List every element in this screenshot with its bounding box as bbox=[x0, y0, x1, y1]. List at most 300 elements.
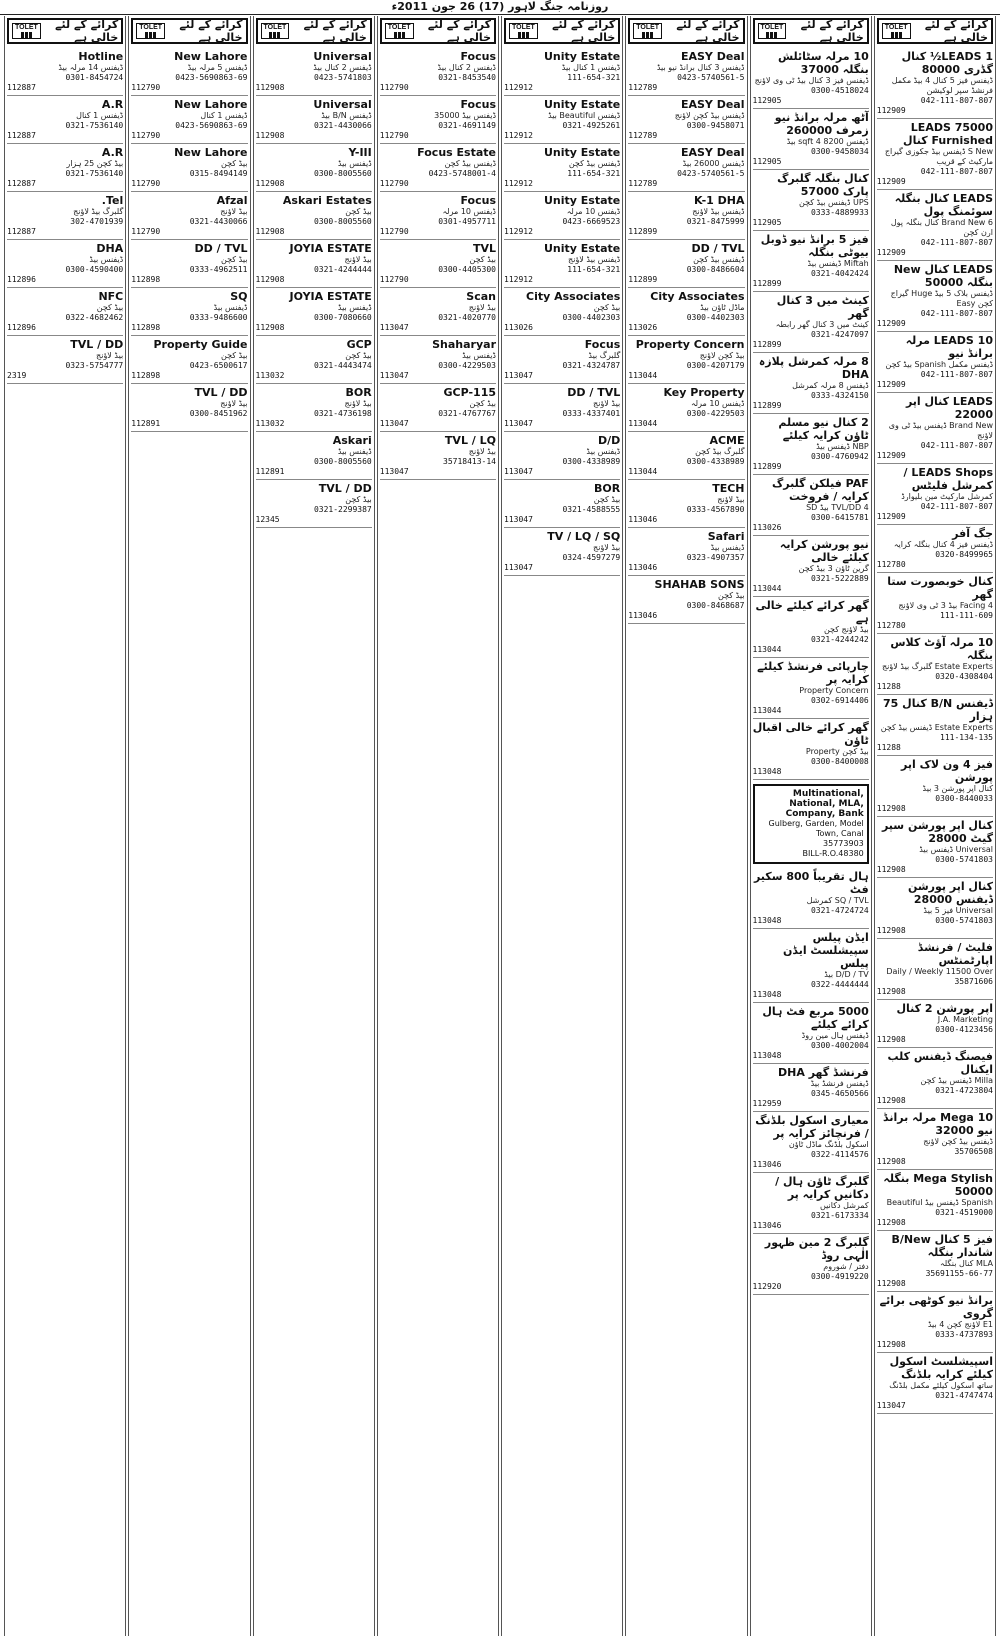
ad-body: Milla ڈیفنس بیڈ کچن bbox=[920, 1076, 993, 1085]
ad-headline: فیز 4 ون لاک اپر پورشن bbox=[901, 758, 993, 784]
ad-code: 113048 bbox=[752, 916, 782, 925]
ad-body: بیڈ کچن bbox=[221, 255, 248, 264]
ad-column bbox=[128, 16, 250, 1636]
ad-body: ڈیفنس بیڈ bbox=[462, 351, 496, 360]
ad-headline: LEADS کنال New بنگلہ 50000 bbox=[893, 263, 993, 289]
classified-ad bbox=[628, 96, 744, 144]
ad-phone: 0321-4925261 bbox=[562, 121, 621, 130]
ad-headline: Unity Estate bbox=[543, 194, 621, 207]
ad-code: 112887 bbox=[7, 227, 36, 236]
section-title: کرائے کے لئے خالی ہے bbox=[303, 18, 367, 44]
ad-body: ڈیفنس 8200 sqft 4 بیڈ bbox=[786, 137, 869, 146]
classified-ad bbox=[256, 48, 372, 96]
ad-phone: 0320-8499965 bbox=[935, 550, 993, 559]
ad-code: 113044 bbox=[752, 706, 782, 715]
ad-code: 112780 bbox=[876, 560, 906, 569]
ad-body: Daily / Weekly 11500 Over bbox=[886, 967, 993, 976]
ad-phone: 0300-4405300 bbox=[438, 265, 496, 274]
classified-ad bbox=[7, 288, 123, 336]
box-phone: 35773903 bbox=[823, 839, 864, 848]
ad-headline: TVL / DD bbox=[194, 386, 248, 399]
ad-body: ڈیفنس فرنشڈ بیڈ bbox=[810, 1079, 869, 1088]
ad-phone: 0300-8400008 bbox=[810, 757, 869, 766]
ad-code: 112887 bbox=[7, 83, 36, 92]
ad-headline: گھر کرائے خالی اقبال ٹاؤن bbox=[752, 721, 869, 747]
ad-code: 113047 bbox=[379, 419, 409, 428]
ad-phone: 0321-5222889 bbox=[810, 574, 869, 583]
classified-ad bbox=[131, 336, 247, 384]
ad-code: 11288 bbox=[876, 743, 901, 752]
ad-body: ڈیفنس مکمل Spanish بیڈ کچن bbox=[885, 360, 993, 369]
classified-ad bbox=[380, 288, 496, 336]
ad-headline: DD / TVL bbox=[567, 386, 621, 399]
column-header bbox=[628, 18, 744, 44]
ad-code: 112908 bbox=[876, 1340, 906, 1349]
classified-ad bbox=[877, 695, 993, 756]
classified-ad bbox=[877, 119, 993, 190]
ad-code: 113047 bbox=[504, 563, 533, 572]
classified-ad bbox=[256, 336, 372, 384]
tolet-label: TOLET bbox=[636, 24, 660, 31]
ad-phone: 0423-6500617 bbox=[189, 361, 248, 370]
ad-code: 113046 bbox=[752, 1221, 782, 1230]
ad-headline: Universal bbox=[313, 98, 372, 111]
ad-phone: 0323-4907357 bbox=[686, 553, 745, 562]
ad-phone: 0321-8475999 bbox=[686, 217, 745, 226]
ad-headline: Hotline bbox=[78, 50, 124, 63]
classified-ad bbox=[753, 414, 869, 475]
classified-ad bbox=[628, 576, 744, 624]
classified-ad bbox=[380, 192, 496, 240]
ad-phone: 0300-8468687 bbox=[686, 601, 745, 610]
classified-ad bbox=[504, 432, 620, 480]
ad-body: Universal فیز 5 بیڈ bbox=[923, 906, 993, 915]
tolet-icon bbox=[136, 23, 165, 39]
section-title: کرائے کے لئے خالی ہے bbox=[800, 18, 864, 44]
ad-headline: Scan bbox=[466, 290, 496, 303]
ad-body: گرین ٹاؤن 3 بیڈ کچن bbox=[798, 564, 869, 573]
ad-phone: 0301-8454724 bbox=[65, 73, 124, 82]
ad-phone: 0300-4402303 bbox=[562, 313, 621, 322]
ad-column bbox=[4, 16, 126, 1636]
ad-code: 113026 bbox=[628, 323, 658, 332]
ad-phone: 0321-4042424 bbox=[810, 269, 869, 278]
ad-headline: New Lahore bbox=[174, 98, 248, 111]
ad-phone: 0300-4338989 bbox=[686, 457, 745, 466]
tolet-icon bbox=[261, 23, 290, 39]
ad-body: ڈیفنس 1 کنال بیڈ bbox=[561, 63, 621, 72]
ad-headline: ایڈن پیلس سپیشلسٹ ایڈن پیلس bbox=[782, 931, 869, 970]
classified-ad bbox=[380, 384, 496, 432]
ad-headline: ACME bbox=[709, 434, 745, 447]
ad-phone: 0300-5741803 bbox=[935, 855, 993, 864]
ad-body: ڈیفنس 26000 بیڈ bbox=[682, 159, 745, 168]
ad-code: 113026 bbox=[752, 523, 782, 532]
column-header bbox=[7, 18, 123, 44]
ad-body: ڈیفنس 10 مرلہ bbox=[690, 399, 745, 408]
ad-headline: Y-III bbox=[348, 146, 372, 159]
section-title: کرائے کے لئے خالی ہے bbox=[676, 18, 740, 44]
ad-headline: Mega Stylish بنگلہ 50000 bbox=[883, 1172, 993, 1198]
ad-body: ڈیفنس بیڈ bbox=[337, 303, 372, 312]
classified-ad bbox=[877, 1000, 993, 1048]
ad-body: کمرشل مارکیٹ مین بلیوارڈ bbox=[901, 492, 993, 501]
ad-headline: گلبرگ ٹاؤن ہال / دکانیں کرایہ پر bbox=[775, 1175, 869, 1201]
ad-headline: LEADS Shops / کمرشل فلیٹس bbox=[903, 466, 993, 492]
ad-body: NBP ڈیفنس بیڈ bbox=[816, 442, 869, 451]
ad-phone: 042-111-807-807 bbox=[920, 96, 993, 105]
ad-phone: 0321-4519000 bbox=[935, 1208, 993, 1217]
ad-code: 112908 bbox=[876, 1157, 906, 1166]
ad-code: 112790 bbox=[131, 131, 161, 140]
ad-code: 113048 bbox=[752, 767, 782, 776]
ad-body: ڈیفنس 1 کنال bbox=[76, 111, 124, 120]
ad-code: 112905 bbox=[752, 96, 782, 105]
ad-headline: اسپیشلسٹ اسکول کیلئے کرایہ بلڈنگ bbox=[889, 1355, 993, 1381]
ad-headline: GCP bbox=[346, 338, 372, 351]
ad-body: ڈیفنس بیڈ لاؤنج bbox=[692, 207, 745, 216]
classified-ad bbox=[628, 384, 744, 432]
ad-body: بیڈ کچن bbox=[96, 303, 124, 312]
ad-code: 112780 bbox=[876, 621, 906, 630]
ad-body: ڈیفنس بلاک 5 بیڈ Huge گیراج کچن Easy bbox=[890, 289, 993, 308]
ad-headline: Tel. bbox=[101, 194, 124, 207]
ad-phone: 0315-8494149 bbox=[189, 169, 248, 178]
classified-ad bbox=[131, 240, 247, 288]
ad-phone: 0321-4747474 bbox=[935, 1391, 993, 1400]
classified-ad bbox=[7, 144, 123, 192]
ad-phone: 0321-2299387 bbox=[313, 505, 372, 514]
ad-phone: 0321-4736198 bbox=[313, 409, 372, 418]
ad-phone: 0321-7536140 bbox=[65, 121, 124, 130]
ad-code: 113047 bbox=[504, 467, 533, 476]
classified-ad bbox=[628, 48, 744, 96]
ad-headline: EASY Deal bbox=[680, 98, 745, 111]
ad-code: 112790 bbox=[131, 179, 161, 188]
ad-body: بیڈ لاؤنج bbox=[593, 399, 621, 408]
ad-body: ڈیفنس بیڈ bbox=[213, 303, 248, 312]
ad-body: بیڈ کچن bbox=[718, 591, 745, 600]
classified-ad bbox=[504, 528, 620, 576]
classified-ad bbox=[877, 878, 993, 939]
ad-headline: فیز 5 برانڈ نیو ڈوبل بیوٹی بنگلہ bbox=[760, 233, 869, 259]
ad-headline: فیصنگ ڈیفنس کلب ایکنال bbox=[887, 1050, 993, 1076]
classified-ad bbox=[131, 144, 247, 192]
ad-body: ساتھ اسکول کیلئے مکمل بلڈنگ bbox=[889, 1381, 993, 1390]
ad-body: ڈیفنس B/N بیڈ bbox=[321, 111, 372, 120]
ad-code: 112790 bbox=[379, 131, 409, 140]
ad-column bbox=[625, 16, 747, 1636]
ad-headline: City Associates bbox=[650, 290, 745, 303]
ad-headline: DHA bbox=[96, 242, 124, 255]
classified-ad bbox=[753, 719, 869, 780]
ad-phone: 0321-6173334 bbox=[810, 1211, 869, 1220]
ad-headline: فرنشڈ گھر DHA bbox=[778, 1066, 869, 1079]
ad-code: 112908 bbox=[876, 1218, 906, 1227]
classified-ad bbox=[256, 144, 372, 192]
ad-phone: 0321-4324787 bbox=[562, 361, 621, 370]
ad-phone: 0300-4590400 bbox=[65, 265, 124, 274]
ad-body: بیڈ لاؤنج bbox=[468, 447, 496, 456]
classified-ad bbox=[380, 48, 496, 96]
ad-headline: JOYIA ESTATE bbox=[289, 290, 372, 303]
ad-code: 112887 bbox=[7, 131, 36, 140]
classified-ad bbox=[753, 170, 869, 231]
classified-ad bbox=[380, 144, 496, 192]
ad-body: بیڈ کچن bbox=[469, 255, 496, 264]
classified-ad bbox=[877, 1292, 993, 1353]
ad-headline: LEADS کنال بنگلہ سوئمنگ پول bbox=[894, 192, 993, 218]
ad-code: 112891 bbox=[131, 419, 161, 428]
ad-code: 112898 bbox=[131, 275, 161, 284]
ad-code: 113047 bbox=[504, 419, 533, 428]
ad-headline: Unity Estate bbox=[543, 98, 621, 111]
column-header bbox=[504, 18, 620, 44]
classified-ad bbox=[753, 1173, 869, 1234]
ad-code: 112790 bbox=[131, 227, 161, 236]
box-title: Multinational, National, MLA, Company, Bank bbox=[785, 789, 864, 819]
ad-headline: گلبرگ 2 مین ظہور الٰہی روڈ bbox=[764, 1236, 869, 1262]
tolet-icon bbox=[882, 23, 911, 39]
ad-phone: 0300-4207179 bbox=[686, 361, 745, 370]
ad-phone: 042-111-807-807 bbox=[920, 502, 993, 511]
ad-phone: 042-111-807-807 bbox=[920, 441, 993, 450]
ad-body: ڈیفنس Beautiful بیڈ bbox=[548, 111, 621, 120]
ad-body: J.A. Marketing bbox=[937, 1015, 993, 1024]
ad-phone: 0301-4957711 bbox=[438, 217, 496, 226]
classified-ad bbox=[628, 432, 744, 480]
ad-body: ڈیفنس فیز 5 کنال 4 بیڈ مکمل فرنشڈ سپر لوکیشن bbox=[891, 76, 993, 95]
ad-code: 113047 bbox=[876, 1401, 906, 1410]
ad-body: اسکول بلڈنگ ماڈل ٹاؤن bbox=[788, 1140, 869, 1149]
classified-ad bbox=[628, 528, 744, 576]
ad-body: ڈیفنس بیڈ کچن bbox=[568, 159, 621, 168]
ad-phone: 0300-9458071 bbox=[686, 121, 745, 130]
ad-code: 112899 bbox=[752, 279, 782, 288]
ad-code: 112908 bbox=[255, 179, 285, 188]
classified-ad bbox=[256, 96, 372, 144]
classified-ad bbox=[753, 353, 869, 414]
ad-body: ڈیفنس 2 کنال بیڈ bbox=[313, 63, 372, 72]
ad-code: 112899 bbox=[752, 462, 782, 471]
ad-headline: LEADS 1½ کنال گڈری 80000 bbox=[901, 50, 993, 76]
classified-ad bbox=[380, 432, 496, 480]
classified-ad bbox=[753, 1234, 869, 1295]
ad-phone: 0300-8005560 bbox=[313, 457, 372, 466]
ad-code: 112908 bbox=[876, 1096, 906, 1105]
ad-headline: Property Concern bbox=[635, 338, 745, 351]
ad-code: 112912 bbox=[504, 179, 533, 188]
ad-body: کمرشل دکانیں bbox=[820, 1201, 869, 1210]
ad-phone: 0321-4724724 bbox=[810, 906, 869, 915]
ad-phone: 0300-5741803 bbox=[935, 916, 993, 925]
ad-column bbox=[874, 16, 996, 1636]
ad-phone: 042-111-807-807 bbox=[920, 167, 993, 176]
ad-phone: 0333-4962511 bbox=[189, 265, 248, 274]
ad-phone: 0300-8451962 bbox=[189, 409, 248, 418]
ad-phone: 35691155-66-77 bbox=[925, 1269, 993, 1278]
ad-headline: Unity Estate bbox=[543, 146, 621, 159]
ad-body: بیڈ کچن Property bbox=[805, 747, 869, 756]
classified-ad bbox=[256, 240, 372, 288]
ad-code: 113032 bbox=[255, 371, 285, 380]
ad-code: 112908 bbox=[876, 987, 906, 996]
classified-ad bbox=[753, 231, 869, 292]
ad-body: ڈیفنس بیڈ کچن لاؤنج bbox=[923, 1137, 993, 1146]
ad-code: 112909 bbox=[876, 177, 906, 186]
classified-ad bbox=[256, 384, 372, 432]
ad-headline: EASY Deal bbox=[680, 50, 745, 63]
ad-code: 11288 bbox=[876, 682, 901, 691]
ad-headline: D/D bbox=[597, 434, 621, 447]
box-code: BILL-R.O.48380 bbox=[802, 849, 864, 858]
ad-headline: Property Guide bbox=[153, 338, 248, 351]
ad-code: 112789 bbox=[628, 131, 658, 140]
ad-code: 112912 bbox=[504, 275, 533, 284]
ad-body: ڈیفنس 8 مرلہ کمرشل bbox=[792, 381, 869, 390]
ad-body: ڈیفنس 3 کنال برانڈ نیو بیڈ bbox=[656, 63, 745, 72]
ad-phone: 042-111-807-807 bbox=[920, 309, 993, 318]
ad-body: ڈیفنس بیڈ لاؤنج bbox=[568, 255, 621, 264]
column-header bbox=[256, 18, 372, 44]
ad-body: گلبرگ بیڈ کچن bbox=[695, 447, 745, 456]
ad-phone: 042-111-807-807 bbox=[920, 370, 993, 379]
ad-body: بیڈ لاؤنج کچن bbox=[823, 625, 869, 634]
ad-headline: Focus Estate bbox=[417, 146, 496, 159]
ad-body: بیڈ کچن bbox=[345, 207, 372, 216]
ad-headline: Afzal bbox=[216, 194, 248, 207]
ad-code: 112899 bbox=[752, 401, 782, 410]
classified-ad bbox=[753, 597, 869, 658]
ad-phone: 0300-8486604 bbox=[686, 265, 745, 274]
ad-headline: Unity Estate bbox=[543, 242, 621, 255]
tolet-icon bbox=[758, 23, 787, 39]
classified-ad bbox=[877, 525, 993, 573]
classified-ad bbox=[628, 240, 744, 288]
classified-ad bbox=[753, 48, 869, 109]
tolet-icon bbox=[633, 23, 662, 39]
classified-ad bbox=[504, 96, 620, 144]
ad-body: Brand New ڈیفنس بیڈ ٹی وی لاؤنج bbox=[888, 421, 993, 440]
ad-headline: برانڈ نیو کوٹھی برائے گروی bbox=[879, 1294, 993, 1320]
ad-code: 112959 bbox=[752, 1099, 782, 1108]
ad-code: 112905 bbox=[752, 157, 782, 166]
ad-body: E1 لاؤنج کچن 4 بیڈ bbox=[927, 1320, 993, 1329]
ad-headline: Safari bbox=[707, 530, 745, 543]
ad-code: 112899 bbox=[628, 275, 658, 284]
ad-body: بیڈ کچن bbox=[345, 351, 372, 360]
box-body: Gulberg, Garden, Model Town, Canal bbox=[768, 819, 864, 838]
ad-body: Universal ڈیفنس بیڈ bbox=[919, 845, 993, 854]
ad-headline: TVL / DD bbox=[70, 338, 124, 351]
classified-ad bbox=[256, 432, 372, 480]
ad-phone: 0320-4308404 bbox=[935, 672, 993, 681]
ad-code: 112908 bbox=[255, 131, 285, 140]
ad-headline: اپر پورشن 2 کنال bbox=[896, 1002, 993, 1015]
ad-code: 112909 bbox=[876, 106, 906, 115]
ad-headline: TVL bbox=[472, 242, 496, 255]
tolet-label: TOLET bbox=[15, 24, 38, 31]
ad-phone: 0321-4691149 bbox=[438, 121, 496, 130]
ad-code: 113047 bbox=[379, 323, 409, 332]
ad-body: کنال اپر پورشن 3 بیڈ bbox=[922, 784, 993, 793]
ad-body: بیڈ لاؤنج bbox=[96, 351, 124, 360]
ad-column bbox=[501, 16, 623, 1636]
ad-code: 112898 bbox=[131, 371, 161, 380]
ad-phone: 0322-4682462 bbox=[65, 313, 124, 322]
ad-body: ڈیفنس بیڈ bbox=[586, 447, 621, 456]
ad-body: گلبرگ بیڈ bbox=[588, 351, 621, 360]
ad-code: 113046 bbox=[628, 515, 658, 524]
classified-ad bbox=[877, 261, 993, 332]
ad-headline: Askari bbox=[332, 434, 372, 447]
ad-phone: 0321-4723804 bbox=[935, 1086, 993, 1095]
ad-body: بیڈ کچن bbox=[469, 399, 496, 408]
ad-body: بیڈ لاؤنج bbox=[717, 495, 745, 504]
ad-phone: 0321-4430066 bbox=[313, 121, 372, 130]
ad-code: 113047 bbox=[504, 371, 533, 380]
ad-headline: LEADS کنال اپر 22000 bbox=[905, 395, 993, 421]
ad-phone: 0423-5690863-69 bbox=[175, 121, 248, 130]
ad-headline: 5000 مربع فٹ ہال کرائے کیلئے bbox=[762, 1005, 869, 1031]
ad-body: بیڈ لاؤنج bbox=[468, 303, 496, 312]
classified-ad bbox=[877, 634, 993, 695]
section-title: کرائے کے لئے خالی ہے bbox=[427, 18, 491, 44]
ad-headline: BOR bbox=[594, 482, 621, 495]
ad-body: بیڈ کچن bbox=[221, 351, 248, 360]
classified-ad bbox=[877, 48, 993, 119]
classified-ad bbox=[7, 192, 123, 240]
ad-headline: چارپائی فرنشڈ کیلئے کرایہ پر bbox=[757, 660, 869, 686]
tolet-label: TOLET bbox=[760, 24, 784, 31]
ad-body: ڈیفنس بیڈ bbox=[337, 447, 372, 456]
ad-body: بیڈ کچن bbox=[345, 495, 372, 504]
ad-code: 113026 bbox=[504, 323, 533, 332]
tolet-icon bbox=[509, 23, 538, 39]
ad-code: 112908 bbox=[255, 323, 285, 332]
ad-body: Miftah ڈیفنس بیڈ bbox=[807, 259, 869, 268]
ad-body: 6 Brand New کنال بنگلہ پول ارن کچن bbox=[890, 218, 993, 237]
classified-ad bbox=[256, 480, 372, 528]
ad-phone: 0321-4244444 bbox=[313, 265, 372, 274]
classified-ad bbox=[877, 1231, 993, 1292]
ad-body: ڈیفنس فیز 3 کنال بیڈ ٹی وی لاؤنج bbox=[754, 76, 869, 85]
ad-body: UPS ڈیفنس بیڈ کچن bbox=[799, 198, 869, 207]
ad-code: 112789 bbox=[628, 179, 658, 188]
ad-code: 112909 bbox=[876, 319, 906, 328]
ad-code: 112905 bbox=[752, 218, 782, 227]
masthead: روزنامہ جنگ لاہور (17) 26 جون 2011ء bbox=[0, 0, 1000, 15]
ad-phone: 0300-8005560 bbox=[313, 217, 372, 226]
ad-headline: Universal bbox=[313, 50, 372, 63]
ad-headline: BOR bbox=[345, 386, 372, 399]
ad-phone: 0333-4324150 bbox=[810, 391, 869, 400]
ad-phone: 0321-4244242 bbox=[810, 635, 869, 644]
ad-code: 113047 bbox=[379, 467, 409, 476]
ad-body: ڈیفنس 5 مرلہ بیڈ bbox=[187, 63, 248, 72]
ad-headline: A.R bbox=[101, 98, 124, 111]
ad-phone: 0423-6669523 bbox=[562, 217, 621, 226]
ad-phone: 0300-4402303 bbox=[686, 313, 745, 322]
ad-phone: 0321-4588555 bbox=[562, 505, 621, 514]
ad-body: Facing 4 بیڈ 3 ٹی وی لاؤنج bbox=[898, 601, 993, 610]
ad-phone: 0300-9458034 bbox=[810, 147, 869, 156]
ad-body: Estate Experts ڈیفنس بیڈ کچن bbox=[880, 723, 993, 732]
ad-phone: 0333-4337401 bbox=[562, 409, 621, 418]
ad-body: ڈیفنس بیڈ 35000 bbox=[434, 111, 496, 120]
ad-headline: Focus bbox=[460, 98, 496, 111]
ad-headline: کنال اپر پورشن ڈیفنس 28000 bbox=[907, 880, 993, 906]
